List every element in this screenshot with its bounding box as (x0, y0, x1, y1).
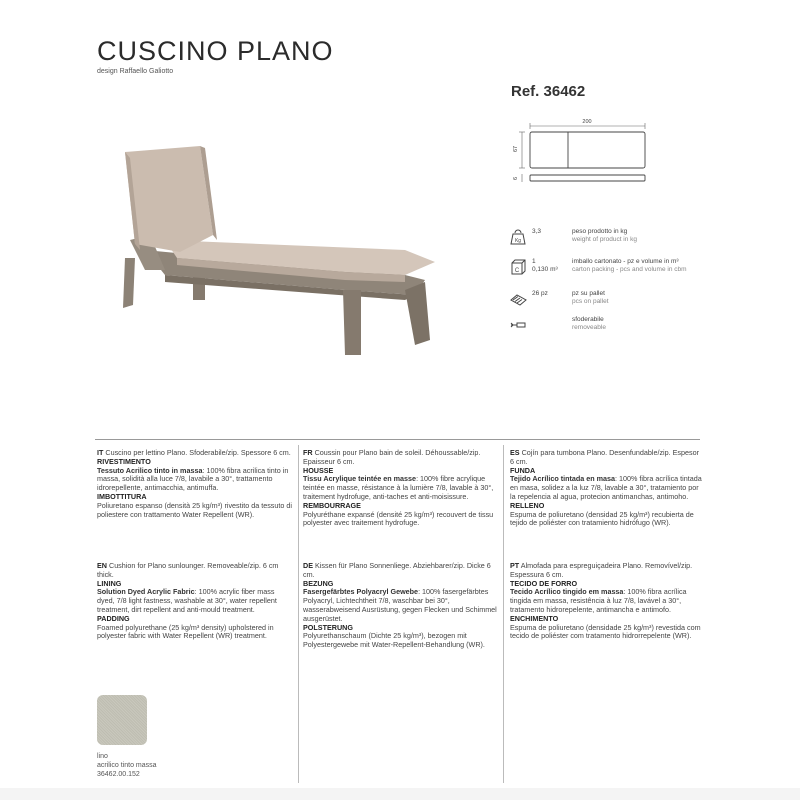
desc-pt: PT Almofada para espreguiçadeira Plano. Removível/zip. Espessura 6 cm. TECIDO DE FORRO Tecido Acrílico tingido em massa: 100% fibra acrílica tingida em massa, resistência à luz 7/8, lavável a 30°, tratamento hidrorepelente, antimancha e antimofo. ENCHIMENTO Espuma de poliuretano (densidade 25 kg/m³) revestida com tecido de poliéster com tratamento hidrorrepelente (WR). (510, 561, 701, 641)
svg-text:C: C (514, 268, 520, 274)
front-leg-right (405, 282, 430, 345)
swatch-name: lino (97, 753, 108, 760)
section-divider (95, 439, 700, 440)
column-divider (503, 445, 504, 783)
desc-it: IT Cuscino per lettino Plano. Sfoderabile/zip. Spessore 6 cm. RIVESTIMENTO Tessuto Acrilico tinto in massa: 100% fibra acrilica tinto in massa, solidità alla luce 7/8, lavabile a 30°, trattamento idrorepellente, antimacchia, antimuffa. IMBOTTITURA Poliuretano espanso (densità 25 kg/m³) rivestito da tessuto di poliestere con trattamento Water Repellent (WR). (97, 448, 292, 519)
dim-length: 200 (582, 119, 592, 125)
dim-height: 6 (513, 176, 519, 180)
front-leg-left (343, 290, 361, 355)
column-divider (298, 445, 299, 783)
weight-icon (509, 228, 527, 246)
reference-number: Ref. 36462 (511, 83, 586, 100)
removable-cover-icon (509, 316, 527, 334)
desc-es: ES Cojín para tumbona Plano. Desenfundable/zip. Espesor 6 cm. FUNDA Tejido Acrílico tintada en masa: 100% fibra acrílica tintada en masa, solidez a la luz 7/8, lavable a 30°, tratamiento por la repelencia al agua, protecion antimanchas, antimoho. RELLENO Espuma de poliuretano (densidad 25 kg/m³) recubierta de tejido de poliéster con tratamiento hidrófugo (WR). (510, 448, 702, 528)
carton-icon (509, 258, 527, 276)
cushion-top-view (530, 132, 645, 168)
product-title: CUSCINO PLANO (97, 36, 334, 66)
swatch-code: 36462.00.152 (97, 771, 140, 778)
desc-de: DE Kissen für Plano Sonnenliege. Abziehbarer/zip. Dicke 6 cm. BEZUNG Fasergefärbtes Polyacryl Gewebe: 100% fasergefärbtes Polyacryl, Lichtechtheit 7/8, waschbar bei 30°, wasserabweisend Ausrüstung, gegen Flecken und Schimmel ausgerüstet. POLSTERUNG Polyurethanschaum (Dichte 25 kg/m³), bezogen mit Polyestergewebe mit Water-Repellent-Behandlung (WR). (303, 561, 497, 650)
rear-leg-left (123, 258, 135, 308)
designer-credit: design Raffaello Galiotto (97, 68, 174, 75)
sunlounger-image (105, 140, 440, 365)
pallet-icon (509, 290, 527, 308)
swatch-material: acrilico tinto massa (97, 762, 157, 769)
svg-text:Kg: Kg (514, 238, 522, 244)
cushion-side-view (530, 175, 645, 181)
dimension-drawing (505, 118, 650, 193)
fabric-swatch (97, 695, 147, 745)
footer-bar (0, 788, 800, 800)
dim-width: 67 (513, 145, 519, 152)
swatch-caption (97, 752, 157, 779)
desc-en: EN Cushion for Plano sunlounger. Removeable/zip. 6 cm thick. LINING Solution Dyed Acrylic Fabric: 100% acrylic fiber mass dyed, 7/8 light fastness, washable at 30°, water repellent treatment, dirt repellent and anti-mould treatment. PADDING Foamed polyurethane (25 kg/m³ density) upholstered in polyester fabric with Water Repellent (WR) treatment. (97, 561, 279, 641)
desc-fr: FR Coussin pour Plano bain de soleil. Déhoussable/zip. Epaisseur 6 cm. HOUSSE Tissu Acrylique teintée en masse: 100% fibre acrylique teintée en masse, résistance à la lumière 7/8, lavable à 30°, traitement hydrofuge, anti-taches et anti-moisissure. REMBOURRAGE Polyuréthane expansé (densité 25 kg/m³) recouvert de tissu polyester avec traitement hydrofuge. (303, 448, 494, 528)
